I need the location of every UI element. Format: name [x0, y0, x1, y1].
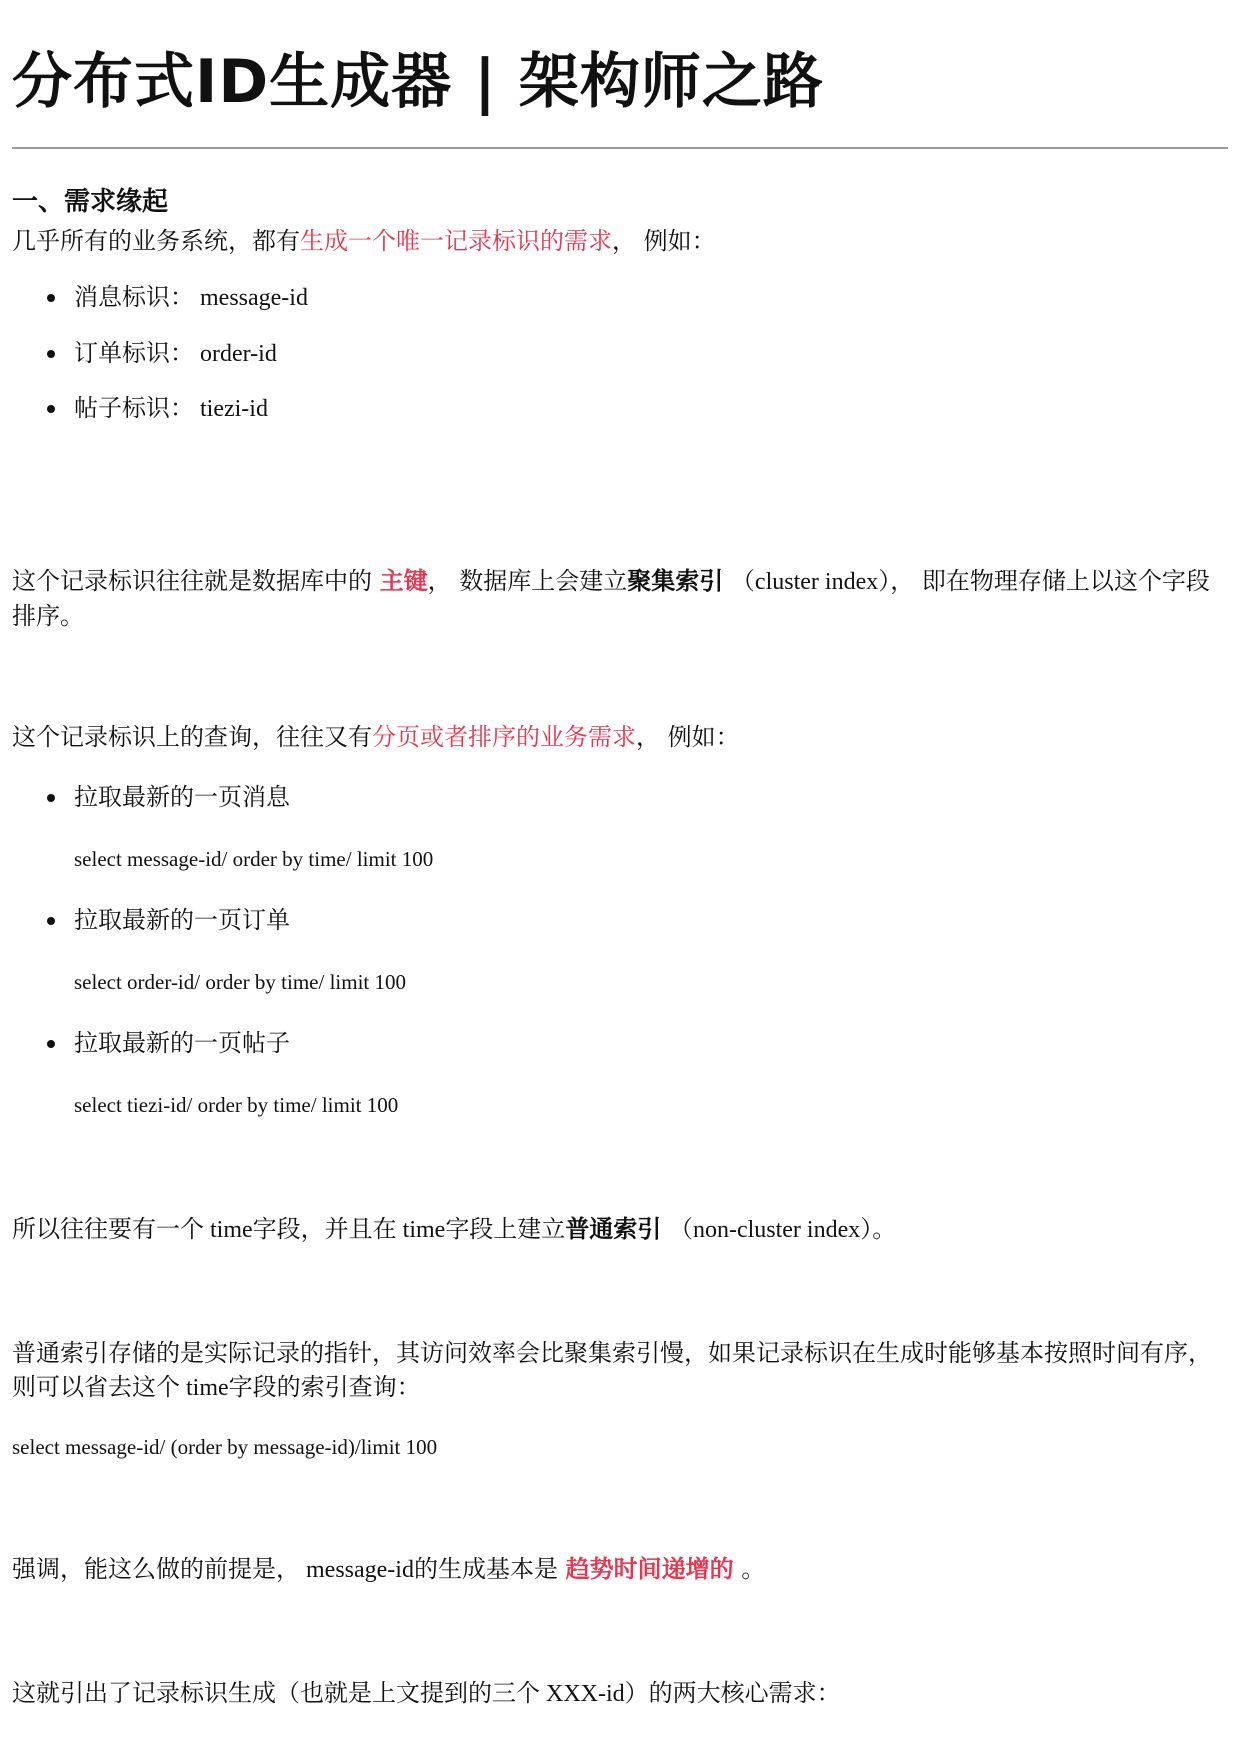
code-snippet: select message-id/ order by time/ limit 100 [74, 847, 434, 871]
list-item-label: 拉取最新的一页订单 [74, 906, 290, 934]
list-item-value: message-id [200, 285, 308, 311]
primary-key-text-2: ， 数据库上会建立 [427, 567, 628, 595]
primary-key-text: 这个记录标识往往就是数据库中的 [12, 567, 380, 595]
cluster-index-english: cluster index [754, 569, 879, 595]
list-item-label: 帖子标识： [74, 394, 194, 422]
non-cluster-index-english: non-cluster index [692, 1217, 861, 1243]
cluster-index-term: 聚集索引 [627, 567, 724, 595]
primary-key-text-4: ）， 即在物理存储上以这个字段排序。 [12, 567, 1210, 630]
time-field-text-2: 字段，并且在 [252, 1215, 397, 1243]
primary-key-text-3: （ [723, 567, 755, 595]
intro-suffix: ， 例如： [612, 227, 716, 255]
intro-paragraph [12, 224, 1228, 258]
emphasis-highlight: 趋势时间递增的 [565, 1555, 734, 1583]
primary-key-highlight: 主键 [379, 567, 428, 595]
time-field-text: 所以往往要有一个 [12, 1215, 204, 1243]
list-item-value: tiezi-id [200, 396, 268, 422]
list-item [48, 903, 290, 937]
time-field-text-3: 字段上建立 [445, 1215, 566, 1243]
emphasis-text-2: 的生成基本是 [413, 1555, 566, 1583]
emphasis-paragraph [12, 1552, 1228, 1587]
primary-key-paragraph [12, 564, 1228, 633]
code-snippet: select order-id/ order by time/ limit 100 [74, 970, 406, 994]
time-keyword: time [396, 1217, 446, 1243]
emphasis-text-3: 。 [733, 1555, 766, 1583]
list-item [48, 336, 277, 371]
time-field-text-4: （ [661, 1215, 693, 1243]
paging-suffix: ， 例如： [636, 723, 740, 751]
pointer-paragraph [12, 1336, 1228, 1405]
list-item [48, 391, 268, 426]
list-item-label: 拉取最新的一页消息 [74, 783, 290, 811]
time-field-text-5: ）。 [860, 1215, 897, 1243]
list-item-label: 拉取最新的一页帖子 [74, 1029, 290, 1057]
time-keyword: time [204, 1217, 253, 1243]
emphasis-text: 强调，能这么做的前提是， [12, 1555, 300, 1583]
list-item [48, 280, 308, 315]
intro-highlight: 生成一个唯一记录标识的需求 [300, 227, 612, 255]
title-divider [12, 147, 1228, 149]
page-title: 分布式ID生成器 | 架构师之路 [12, 47, 824, 117]
paging-paragraph [12, 720, 1228, 754]
list-item-label: 消息标识： [74, 283, 194, 311]
list-item-label: 订单标识： [74, 339, 194, 367]
core-text-2: ）的两大核心需求： [624, 1679, 841, 1707]
pointer-text: 普通索引存储的是实际记录的指针，其访问效率会比聚集索引慢，如果记录标识在生成时能够基本按照时间有序，则可以省去这个 [12, 1339, 1212, 1401]
code-snippet: select message-id/ (order by message-id)/limit 100 [12, 1435, 438, 1459]
intro-text: 几乎所有的业务系统，都有 [12, 227, 300, 255]
code-snippet: select tiezi-id/ order by time/ limit 100 [74, 1093, 399, 1117]
list-item-value: order-id [200, 341, 277, 367]
paging-highlight: 分页或者排序的业务需求 [372, 723, 636, 751]
core-text: 这就引出了记录标识生成（也就是上文提到的三个 [12, 1679, 540, 1707]
paging-text: 这个记录标识上的查询，往往又有 [12, 723, 372, 751]
message-id-term: message-id [300, 1557, 414, 1583]
list-item [48, 1026, 290, 1060]
normal-index-term: 普通索引 [565, 1215, 662, 1243]
core-requirements-paragraph [12, 1676, 1228, 1711]
section-heading: 一、需求缘起 [12, 187, 169, 217]
time-keyword: time [180, 1375, 229, 1401]
list-item [48, 780, 290, 814]
xxx-id-term: XXX-id [540, 1681, 625, 1707]
time-field-paragraph [12, 1212, 1228, 1247]
pointer-text-2: 字段的索引查询： [228, 1373, 421, 1401]
